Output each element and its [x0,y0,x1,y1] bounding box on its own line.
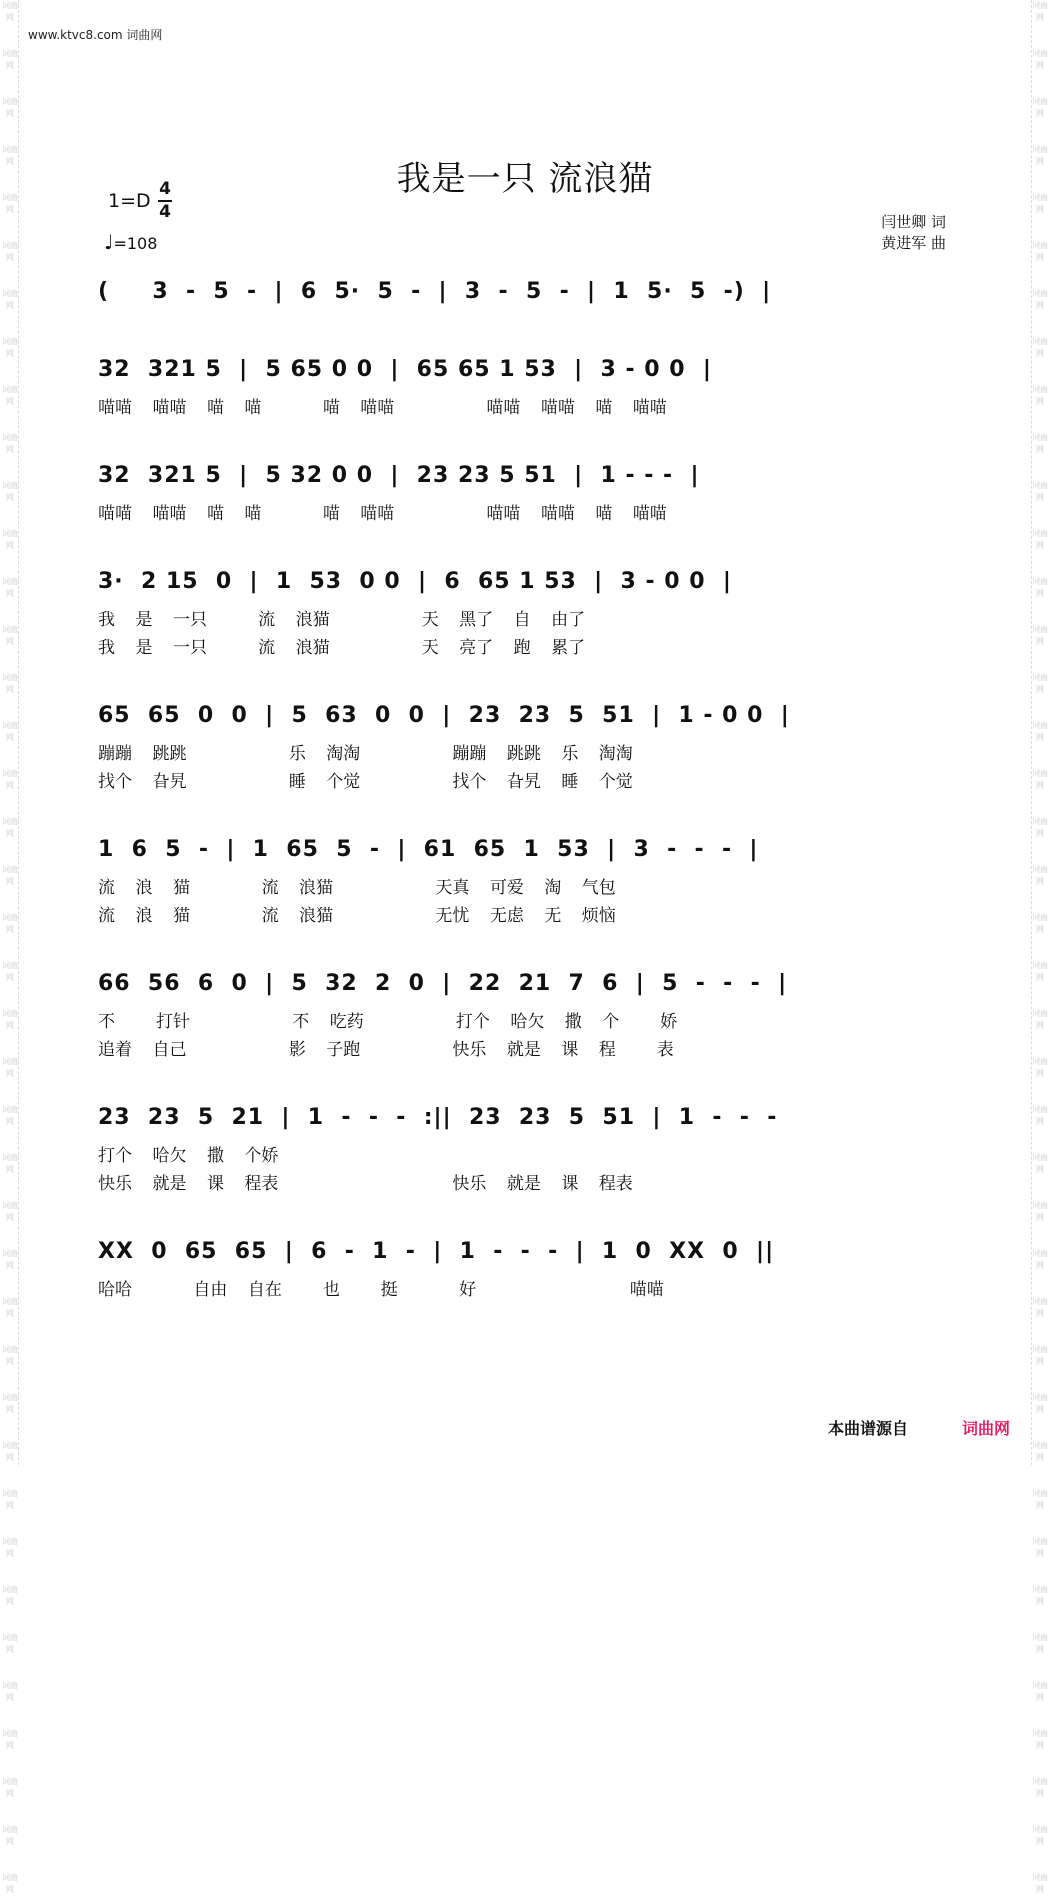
side-watermark-text: 词曲网 [1032,1297,1048,1318]
lyric-line: 我 是 一只 流 浪猫 天 黑了 自 由了 [98,610,586,630]
side-watermark-text: 词曲网 [2,1393,18,1414]
time-signature-bottom: 4 [159,202,171,222]
notation-line: 66 56 6 0 | 5 32 2 0 | 22 21 7 6 | 5 - - - | [98,971,788,996]
side-watermark-text: 词曲网 [1032,1537,1048,1558]
side-watermark-text: 词曲网 [2,1297,18,1318]
side-watermark-text: 词曲网 [2,1441,18,1462]
side-watermark-text: 词曲网 [2,721,18,742]
side-watermark-text: 词曲网 [2,865,18,886]
side-watermark-text: 词曲网 [1032,289,1048,310]
lyric-line: 蹦蹦 跳跳 乐 淘淘 蹦蹦 跳跳 乐 淘淘 [98,744,633,764]
lyric-line: 找个 旮旯 睡 个觉 找个 旮旯 睡 个觉 [98,772,633,792]
side-watermark-text: 词曲网 [2,337,18,358]
side-watermark-text: 词曲网 [2,1873,18,1894]
lyric-line: 哈哈 自由 自在 也 挺 好 喵喵 [98,1280,664,1300]
side-watermark-text: 词曲网 [1032,769,1048,790]
lyric-line: 喵喵 喵喵 喵 喵 喵 喵喵 喵喵 喵喵 喵 喵喵 [98,504,667,524]
side-watermark-text: 词曲网 [2,673,18,694]
side-watermark-text: 词曲网 [2,289,18,310]
side-watermark-text: 词曲网 [2,625,18,646]
lyric-line: 快乐 就是 课 程表 快乐 就是 课 程表 [98,1174,633,1194]
side-watermark-text: 词曲网 [2,913,18,934]
notation-line: 23 23 5 21 | 1 - - - :|| 23 23 5 51 | 1 - - - [98,1105,778,1130]
side-watermark-text: 词曲网 [2,817,18,838]
side-watermark-text: 词曲网 [1032,1057,1048,1078]
side-watermark-text: 词曲网 [2,481,18,502]
side-watermark-text: 词曲网 [2,145,18,166]
side-watermark-text: 词曲网 [1032,1585,1048,1606]
side-watermark-text: 词曲网 [2,193,18,214]
side-watermark-text: 词曲网 [2,1009,18,1030]
composer: 黄进军 曲 [881,234,946,252]
side-watermark-text: 词曲网 [1032,1,1048,22]
source-brand[interactable]: 词曲网 [961,1419,1010,1438]
site-url[interactable]: www.ktvc8.com [28,28,123,42]
side-watermark-text: 词曲网 [2,577,18,598]
lyric-line: 打个 哈欠 撒 个娇 [98,1146,279,1166]
side-watermark-text: 词曲网 [2,1057,18,1078]
side-watermark-text: 词曲网 [2,1585,18,1606]
lyric-line: 流 浪 猫 流 浪猫 无忧 无虑 无 烦恼 [98,906,616,926]
side-watermark-text: 词曲网 [2,1345,18,1366]
side-watermark-text: 词曲网 [1032,1681,1048,1702]
side-watermark-text: 词曲网 [1032,481,1048,502]
side-watermark-text: 词曲网 [1032,1441,1048,1462]
side-watermark-text: 词曲网 [2,1105,18,1126]
side-watermark-text: 词曲网 [1032,97,1048,118]
side-watermark-text: 词曲网 [2,961,18,982]
side-watermark-text: 词曲网 [2,97,18,118]
notation-line: 65 65 0 0 | 5 63 0 0 | 23 23 5 51 | 1 - 0 0 | [98,703,790,728]
side-watermark-text: 词曲网 [2,1,18,22]
source-footer [828,1416,1010,1439]
side-watermark-text: 词曲网 [1032,1153,1048,1174]
side-watermark-text: 词曲网 [2,1681,18,1702]
notation-line: ( 3 - 5 - | 6 5· 5 - | 3 - 5 - | 1 5· 5 -) | [98,279,772,304]
side-watermark-text: 词曲网 [2,1633,18,1654]
side-watermark-text: 词曲网 [1032,1393,1048,1414]
side-watermark-text: 词曲网 [1032,961,1048,982]
song-title: 我是一只 流浪猫 [396,158,654,199]
notation-line: 32 321 5 | 5 32 0 0 | 23 23 5 51 | 1 - - - | [98,463,700,488]
side-watermark-text: 词曲网 [2,1729,18,1750]
lyric-line: 不 打针 不 吃药 打个 哈欠 撒 个 娇 [98,1012,678,1032]
side-watermark-text: 词曲网 [1032,1873,1048,1894]
side-watermark-text: 词曲网 [1032,529,1048,550]
side-watermark-text: 词曲网 [2,385,18,406]
side-watermark-text: 词曲网 [2,1201,18,1222]
quarter-note-icon: ♩ [104,230,114,254]
side-watermark-text: 词曲网 [2,1777,18,1798]
side-watermark-text: 词曲网 [1032,625,1048,646]
site-name[interactable]: 词曲网 [126,28,163,42]
tempo-value: =108 [113,234,158,253]
side-watermark-text: 词曲网 [2,1537,18,1558]
side-watermark-text: 词曲网 [2,1489,18,1510]
notation-line: XX 0 65 65 | 6 - 1 - | 1 - - - | 1 0 XX 0 || [98,1239,775,1264]
source-label: 本曲谱源自 [827,1419,908,1438]
side-watermark-text: 词曲网 [1032,385,1048,406]
side-watermark-text: 词曲网 [1032,1633,1048,1654]
side-watermark-text: 词曲网 [1032,1201,1048,1222]
notation-line: 3· 2 15 0 | 1 53 0 0 | 6 65 1 53 | 3 - 0 0 | [98,569,732,594]
side-watermark-text: 词曲网 [1032,433,1048,454]
side-watermark-text: 词曲网 [1032,1249,1048,1270]
lyric-line: 喵喵 喵喵 喵 喵 喵 喵喵 喵喵 喵喵 喵 喵喵 [98,398,667,418]
side-watermark-text: 词曲网 [1032,913,1048,934]
lyric-line: 追着 自己 影 子跑 快乐 就是 课 程 表 [98,1040,674,1060]
side-watermark-text: 词曲网 [1032,1729,1048,1750]
side-watermark-text: 词曲网 [2,433,18,454]
side-watermark-text: 词曲网 [1032,577,1048,598]
side-watermark-text: 词曲网 [1032,1009,1048,1030]
key-signature: 1=D [108,190,151,212]
side-watermark-text: 词曲网 [1032,241,1048,262]
lyric-line: 我 是 一只 流 浪猫 天 亮了 跑 累了 [98,638,586,658]
lyric-line: 流 浪 猫 流 浪猫 天真 可爱 淘 气包 [98,878,616,898]
side-watermark-text: 词曲网 [1032,673,1048,694]
side-watermark-text: 词曲网 [1032,337,1048,358]
notation-line: 1 6 5 - | 1 65 5 - | 61 65 1 53 | 3 - - - | [98,837,759,862]
side-watermark-text: 词曲网 [1032,817,1048,838]
side-watermark-text: 词曲网 [1032,865,1048,886]
side-watermark-text: 词曲网 [2,769,18,790]
side-watermark-text: 词曲网 [1032,1489,1048,1510]
side-watermark-text: 词曲网 [1032,49,1048,70]
side-watermark-text: 词曲网 [2,529,18,550]
side-watermark-text: 词曲网 [1032,721,1048,742]
side-watermark-text: 词曲网 [2,241,18,262]
side-watermark-text: 词曲网 [2,1249,18,1270]
side-watermark-text: 词曲网 [1032,1777,1048,1798]
side-watermark-text: 词曲网 [2,1825,18,1846]
side-watermark-text: 词曲网 [1032,1105,1048,1126]
side-watermark-text: 词曲网 [2,49,18,70]
side-watermark-text: 词曲网 [1032,1825,1048,1846]
lyricist: 闫世卿 词 [881,213,946,231]
side-watermark-text: 词曲网 [1032,193,1048,214]
notation-line: 32 321 5 | 5 65 0 0 | 65 65 1 53 | 3 - 0 0 | [98,357,712,382]
side-watermark-text: 词曲网 [2,1153,18,1174]
time-signature-top: 4 [159,179,171,199]
side-watermark-text: 词曲网 [1032,145,1048,166]
side-watermark-text: 词曲网 [1032,1345,1048,1366]
